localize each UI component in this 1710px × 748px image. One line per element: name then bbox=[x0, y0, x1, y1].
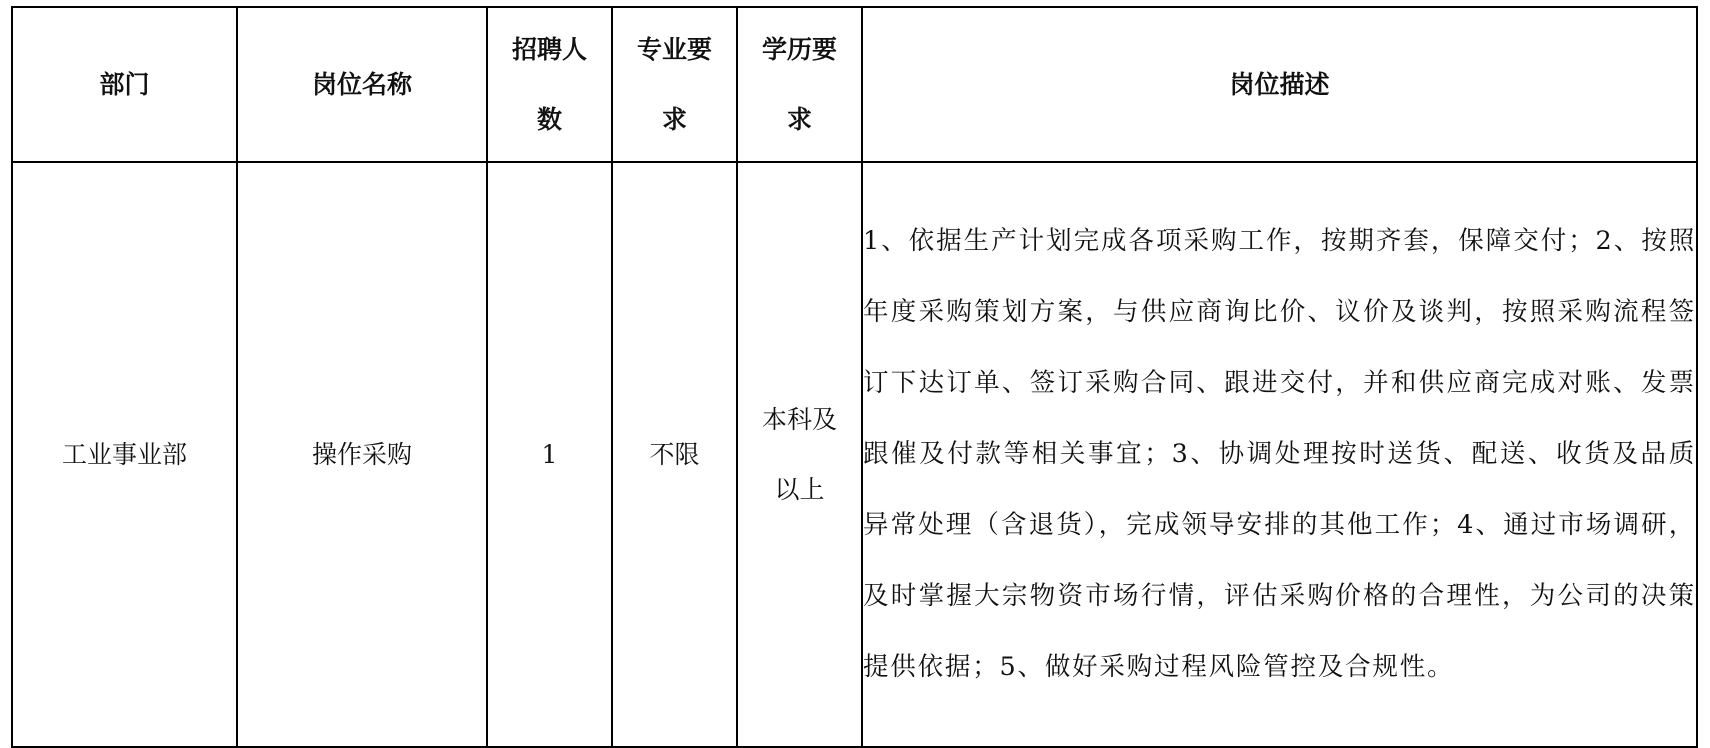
table-row bbox=[12, 162, 1697, 747]
header-job-description: 岗位描述 bbox=[862, 7, 1697, 162]
table-header-row bbox=[12, 7, 1697, 162]
cell-major-requirement: 不限 bbox=[612, 162, 737, 747]
header-position-name: 岗位名称 bbox=[237, 7, 487, 162]
cell-education-requirement bbox=[737, 162, 862, 747]
cell-position-name: 操作采购 bbox=[237, 162, 487, 747]
cell-department: 工业事业部 bbox=[12, 162, 237, 747]
job-posting-table bbox=[11, 6, 1698, 748]
cell-job-description bbox=[862, 162, 1697, 747]
header-education-requirement: 学历要求 bbox=[737, 7, 862, 162]
education-requirement-text: 本科及以上 bbox=[761, 404, 837, 504]
header-major-requirement: 专业要求 bbox=[612, 7, 737, 162]
header-department: 部门 bbox=[12, 7, 237, 162]
job-description-text: 1、依据生产计划完成各项采购工作，按期齐套，保障交付；2、按照年度采购策划方案，与供应商询比价、议价及谈判，按照采购流程签订下达订单、签订采购合同、跟进交付，并和供应商完成对账、发票跟催及付款等相关事宜；3、协调处理按时送货、配送、收货及品质异常处理（含退货），完成领导安排的其他工作；4、通过市场调研，及时掌握大宗物资市场行情，评估采购价格的合理性，为公司的决策提供依据；5、做好采购过程风险管控及合规性。 bbox=[863, 226, 1696, 682]
header-headcount: 招聘人数 bbox=[487, 7, 612, 162]
cell-headcount: 1 bbox=[487, 162, 612, 747]
